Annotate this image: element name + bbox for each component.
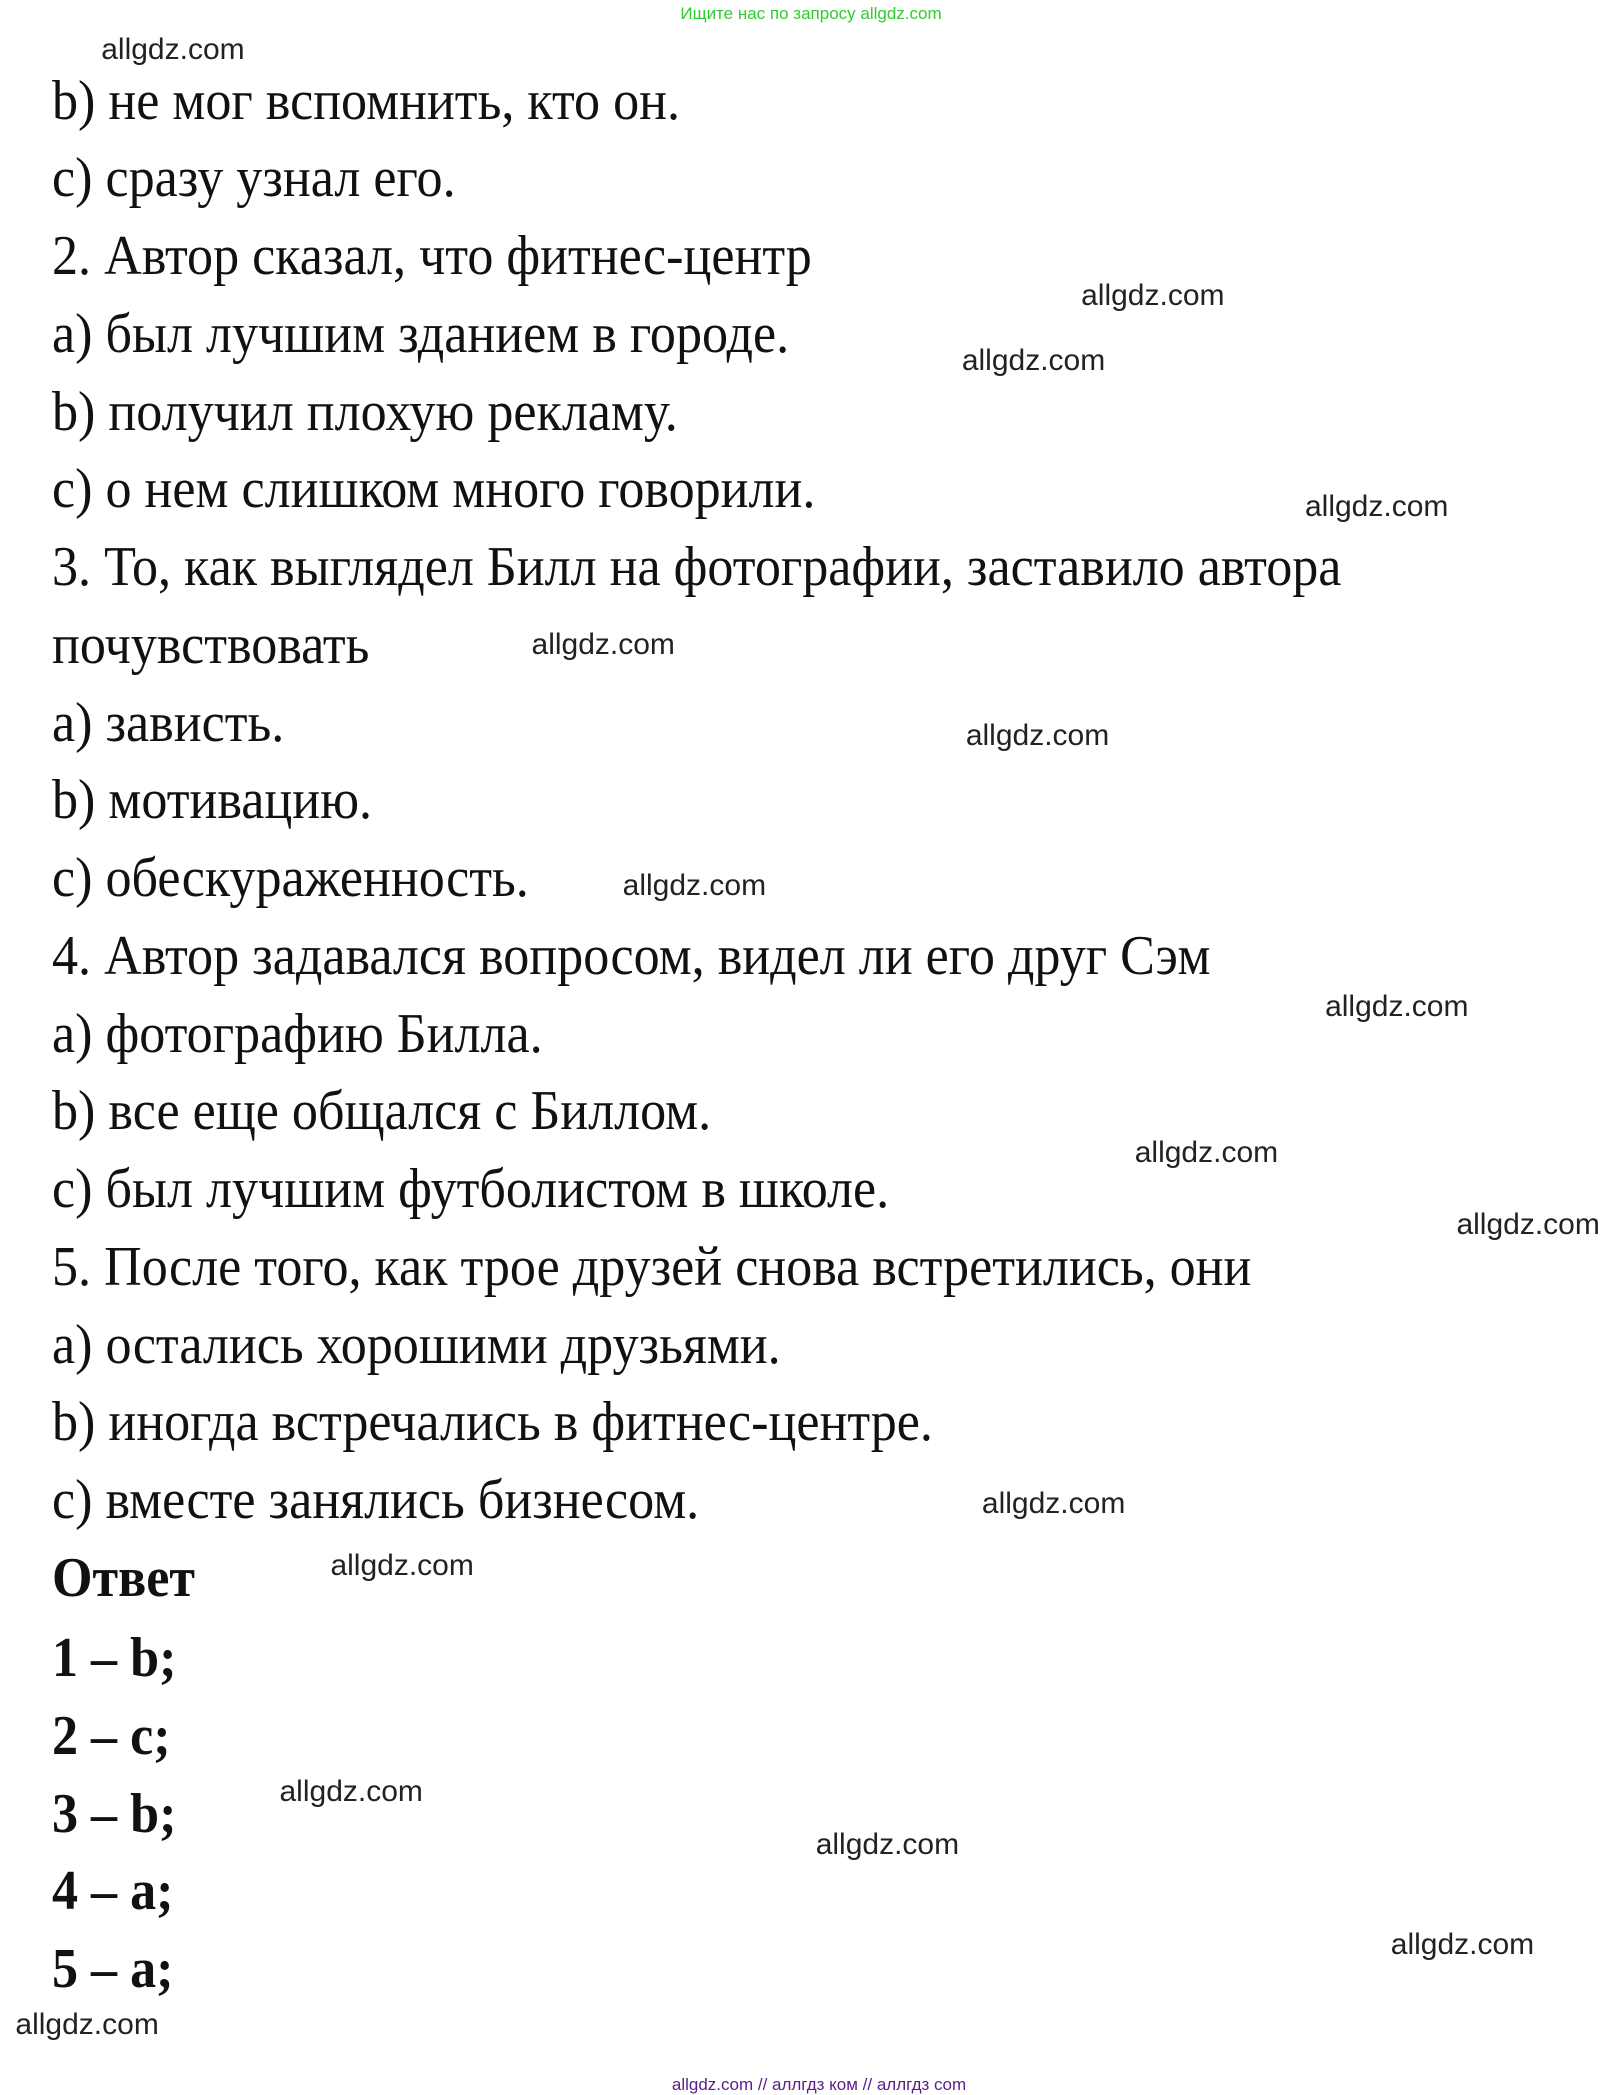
answer-item: 2 – c; <box>52 1704 171 1767</box>
text-line: b) мотивацию. <box>52 769 373 832</box>
text-line: a) был лучшим зданием в городе. <box>52 302 790 365</box>
watermark: allgdz.com <box>279 1775 423 1809</box>
watermark: allgdz.com <box>981 1487 1126 1521</box>
watermark: allgdz.com <box>101 32 245 66</box>
text-line: a) зависть. <box>52 691 285 754</box>
text-line: a) фотографию Билла. <box>52 1002 543 1065</box>
watermark: allgdz.com <box>15 2008 159 2042</box>
watermark: allgdz.com <box>531 627 675 661</box>
answer-item: 3 – b; <box>52 1782 177 1845</box>
text-line: c) обескураженность. <box>52 847 529 910</box>
footer-banner[interactable]: allgdz.com // аллгдз ком // аллгдз com <box>671 2075 967 2094</box>
text-line: b) иногда встречались в фитнес-центре. <box>52 1391 933 1454</box>
watermark: allgdz.com <box>1134 1135 1279 1169</box>
text-line: 5. После того, как трое друзей снова встретились, они <box>52 1235 1252 1298</box>
answer-heading: Ответ <box>52 1546 195 1609</box>
text-line: 2. Автор сказал, что фитнес-центр <box>52 225 812 288</box>
text-line: почувствовать <box>52 613 370 676</box>
answer-item: 5 – a; <box>52 1938 174 2001</box>
text-line: a) остались хорошими друзьями. <box>52 1313 781 1376</box>
header-banner[interactable]: Ищите нас по запросу allgdz.com <box>680 4 942 23</box>
text-line: c) вместе занялись бизнесом. <box>52 1469 700 1531</box>
watermark: allgdz.com <box>1304 489 1449 523</box>
watermark: allgdz.com <box>815 1827 960 1861</box>
watermark: allgdz.com <box>330 1548 474 1582</box>
text-line: b) все еще общался с Биллом. <box>52 1080 712 1143</box>
answer-item: 1 – b; <box>52 1627 177 1690</box>
watermark: allgdz.com <box>1456 1208 1600 1242</box>
text-line: c) о нем слишком много говорили. <box>52 458 816 521</box>
text-line: c) сразу узнал его. <box>52 147 456 210</box>
watermark: allgdz.com <box>622 869 767 903</box>
text-line: 3. То, как выглядел Билл на фотографии, заставило автора <box>52 536 1342 599</box>
watermark: allgdz.com <box>1081 279 1225 313</box>
watermark: allgdz.com <box>1390 1928 1535 1962</box>
text-line: 4. Автор задавался вопросом, видел ли его друг Сэм <box>52 924 1211 987</box>
text-line: b) получил плохую рекламу. <box>52 380 678 443</box>
watermark: allgdz.com <box>1325 989 1469 1023</box>
watermark: allgdz.com <box>965 718 1110 752</box>
watermark: allgdz.com <box>961 343 1106 377</box>
text-line: c) был лучшим футболистом в школе. <box>52 1158 890 1221</box>
text-line: b) не мог вспомнить, кто он. <box>52 69 681 132</box>
answer-item: 4 – a; <box>52 1860 174 1923</box>
